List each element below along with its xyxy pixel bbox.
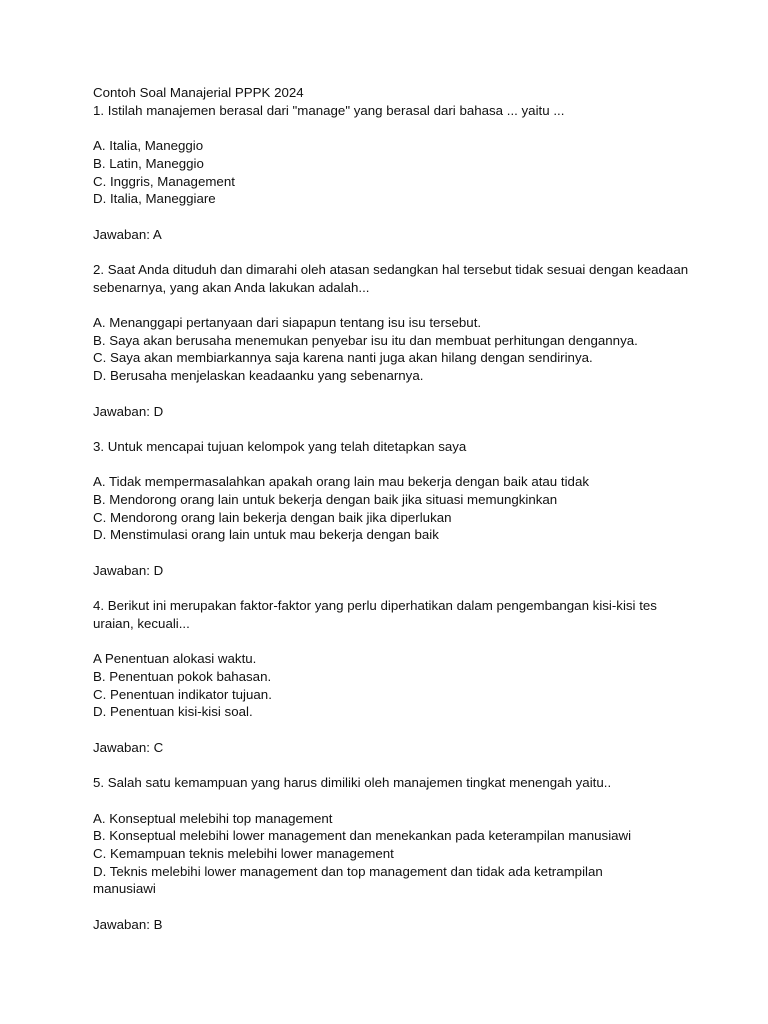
option-a: A Penentuan alokasi waktu.	[93, 651, 257, 667]
question-block	[93, 597, 733, 774]
answer-text: Jawaban: D	[93, 562, 164, 578]
document-page	[93, 84, 733, 934]
question-text: 4. Berikut ini merupakan faktor-faktor yang perlu diperhatikan dalam pengembangan kisi-kisi tes uraian, kecuali...	[93, 598, 657, 631]
option-b: B. Konseptual melebihi lower management dan menekankan pada keterampilan manusiawi	[93, 828, 632, 844]
question-block	[93, 438, 733, 597]
question-block	[93, 261, 733, 438]
question-text: 3. Untuk mencapai tujuan kelompok yang telah ditetapkan saya	[93, 438, 467, 454]
option-d: D. Teknis melebihi lower management dan top management dan tidak ada ketrampilan manusiawi	[93, 863, 603, 897]
option-c: C. Saya akan membiarkannya saja karena nanti juga akan hilang dengan sendirinya.	[93, 350, 593, 366]
option-d: D. Penentuan kisi-kisi soal.	[93, 704, 253, 720]
document-title: Contoh Soal Manajerial PPPK 2024	[93, 85, 304, 100]
option-d: D. Italia, Maneggiare	[93, 191, 216, 207]
question-block	[93, 102, 733, 261]
option-c: C. Penentuan indikator tujuan.	[93, 686, 272, 702]
option-c: C. Inggris, Management	[93, 173, 235, 189]
option-c: C. Kemampuan teknis melebihi lower management	[93, 846, 394, 862]
option-a: A. Tidak mempermasalahkan apakah orang lain mau bekerja dengan baik atau tidak	[93, 474, 589, 490]
option-b: B. Saya akan berusaha menemukan penyebar isu itu dan membuat perhitungan dengannya.	[93, 332, 638, 348]
answer-text: Jawaban: B	[93, 916, 163, 932]
option-b: B. Penentuan pokok bahasan.	[93, 669, 272, 685]
option-b: B. Latin, Maneggio	[93, 155, 204, 171]
option-b: B. Mendorong orang lain untuk bekerja dengan baik jika situasi memungkinkan	[93, 492, 558, 508]
question-text: 1. Istilah manajemen berasal dari "manage" yang berasal dari bahasa ... yaitu ...	[93, 102, 565, 118]
option-c: C. Mendorong orang lain bekerja dengan baik jika diperlukan	[93, 509, 452, 525]
option-d: D. Berusaha menjelaskan keadaanku yang sebenarnya.	[93, 368, 424, 384]
question-text: 5. Salah satu kemampuan yang harus dimiliki oleh manajemen tingkat menengah yaitu..	[93, 775, 612, 791]
question-text: 2. Saat Anda dituduh dan dimarahi oleh atasan sedangkan hal tersebut tidak sesuai dengan keadaan sebenarnya, yang akan Anda lakukan adalah...	[93, 261, 689, 295]
option-a: A. Menanggapi pertanyaan dari siapapun tentang isu isu tersebut.	[93, 315, 482, 331]
option-a: A. Konseptual melebihi top management	[93, 810, 333, 826]
answer-text: Jawaban: D	[93, 403, 164, 419]
option-d: D. Menstimulasi orang lain untuk mau bekerja dengan baik	[93, 527, 439, 543]
answer-text: Jawaban: C	[93, 739, 164, 755]
option-a: A. Italia, Maneggio	[93, 138, 204, 154]
question-block	[93, 774, 733, 933]
answer-text: Jawaban: A	[93, 226, 162, 242]
